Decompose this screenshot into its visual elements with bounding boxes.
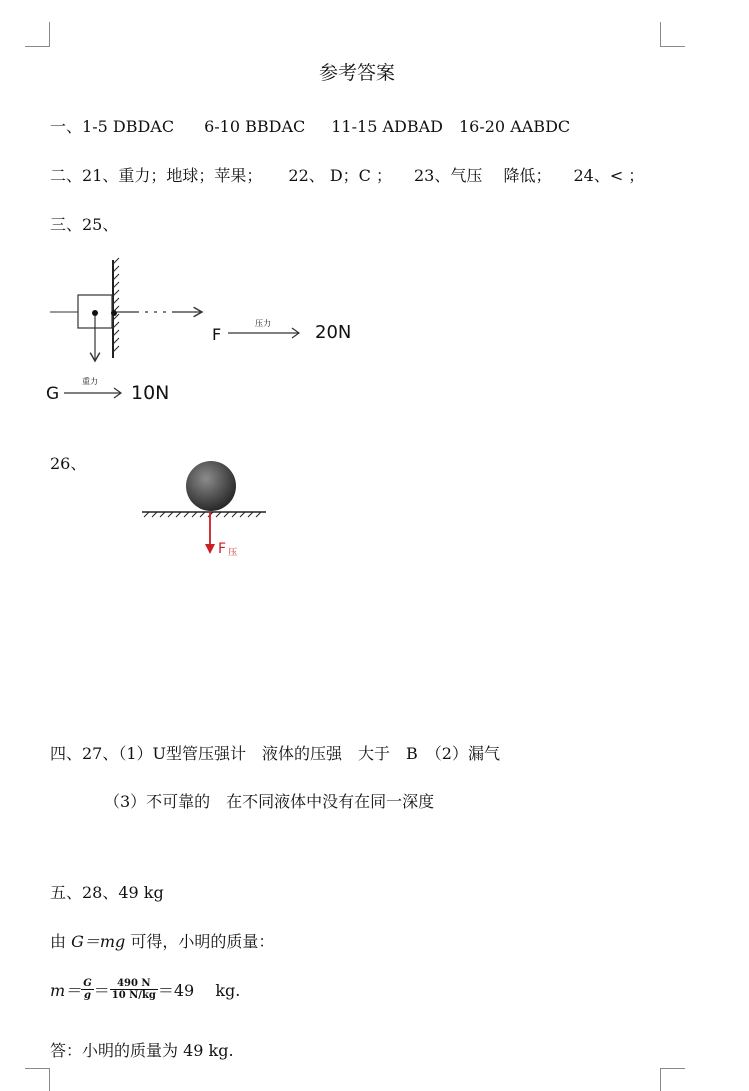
answer-28-final: 答：小明的质量为 49 kg. [50, 1041, 234, 1060]
fraction-2-denominator: 10 N/kg [111, 990, 156, 1001]
answer-group-6-10: 6-10 BBDAC [204, 117, 306, 136]
fraction-1-numerator: G [83, 978, 92, 989]
calc-equals: ＝ [93, 981, 110, 1000]
center-of-mass-dot [92, 310, 98, 316]
pressure-force-label [218, 541, 237, 558]
crop-mark-bottom-left [25, 1068, 50, 1091]
question-26-label: 26、 [50, 454, 87, 473]
section-1-prefix: 一、 [50, 117, 83, 136]
force-f-name: 压力 [255, 319, 271, 328]
answer-28-calculation [50, 978, 240, 1001]
answer-28-reasoning [50, 929, 274, 952]
force-g-scale-arrow [64, 387, 126, 399]
calc-m: m＝ [50, 981, 82, 1000]
section-1-answers [50, 114, 570, 137]
force-g-value: 10N [131, 382, 170, 404]
answer-27-line-1: 四、27、（1）U型管压强计 液体的压强 大于 B （2）漏气 [50, 744, 500, 763]
force-f-value: 20N [315, 322, 352, 343]
force-g-name: 重力 [82, 377, 98, 386]
answer-group-1-5: 1-5 DBDAC [82, 117, 175, 136]
reasoning-formula: G＝mg [71, 932, 126, 951]
fraction-490-over-10 [110, 978, 158, 1001]
answer-group-11-15: 11-15 ADBAD [331, 117, 443, 136]
force-f-symbol: F [212, 325, 222, 344]
reasoning-prefix: 由 [50, 932, 72, 951]
crop-mark-top-left [25, 22, 50, 47]
crop-mark-top-right [660, 22, 685, 47]
answer-27-line-2: （3）不可靠的 在不同液体中没有在同一深度 [104, 792, 435, 811]
pressure-force-arrowhead [205, 544, 215, 554]
force-f-scale-arrow [228, 327, 308, 339]
force-diagram-25 [48, 255, 268, 365]
page-title: 参考答案 [318, 62, 395, 84]
section-2-prefix: 二、 [50, 166, 83, 185]
reasoning-suffix: 可得，小明的质量： [125, 932, 275, 951]
force-g-symbol: G [46, 384, 60, 404]
answer-28: 五、28、49 kg [50, 883, 164, 902]
answer-group-16-20: 16-20 AABDC [458, 117, 571, 136]
question-25-label: 三、25、 [50, 215, 119, 234]
section-2-answers [50, 163, 644, 186]
ball [186, 461, 236, 511]
ball-diagram-26 [140, 458, 280, 558]
fraction-2-numerator: 490 N [110, 978, 158, 990]
pressure-force-subscript: 压 [228, 548, 238, 558]
contact-point-dot [111, 310, 117, 316]
fraction-1-denominator: g [83, 990, 91, 1001]
fraction-g-over-g [81, 978, 94, 1001]
crop-mark-bottom-right [660, 1068, 685, 1091]
answer-24: 24、< ； [573, 166, 645, 185]
answer-23: 23、气压 降低； [414, 166, 552, 185]
calc-result: ＝49 kg. [157, 981, 241, 1000]
answer-21: 21、重力；地球；苹果； [82, 166, 263, 185]
pressure-force-symbol: F [218, 541, 227, 557]
answer-22: 22、 D；C ； [288, 166, 392, 185]
